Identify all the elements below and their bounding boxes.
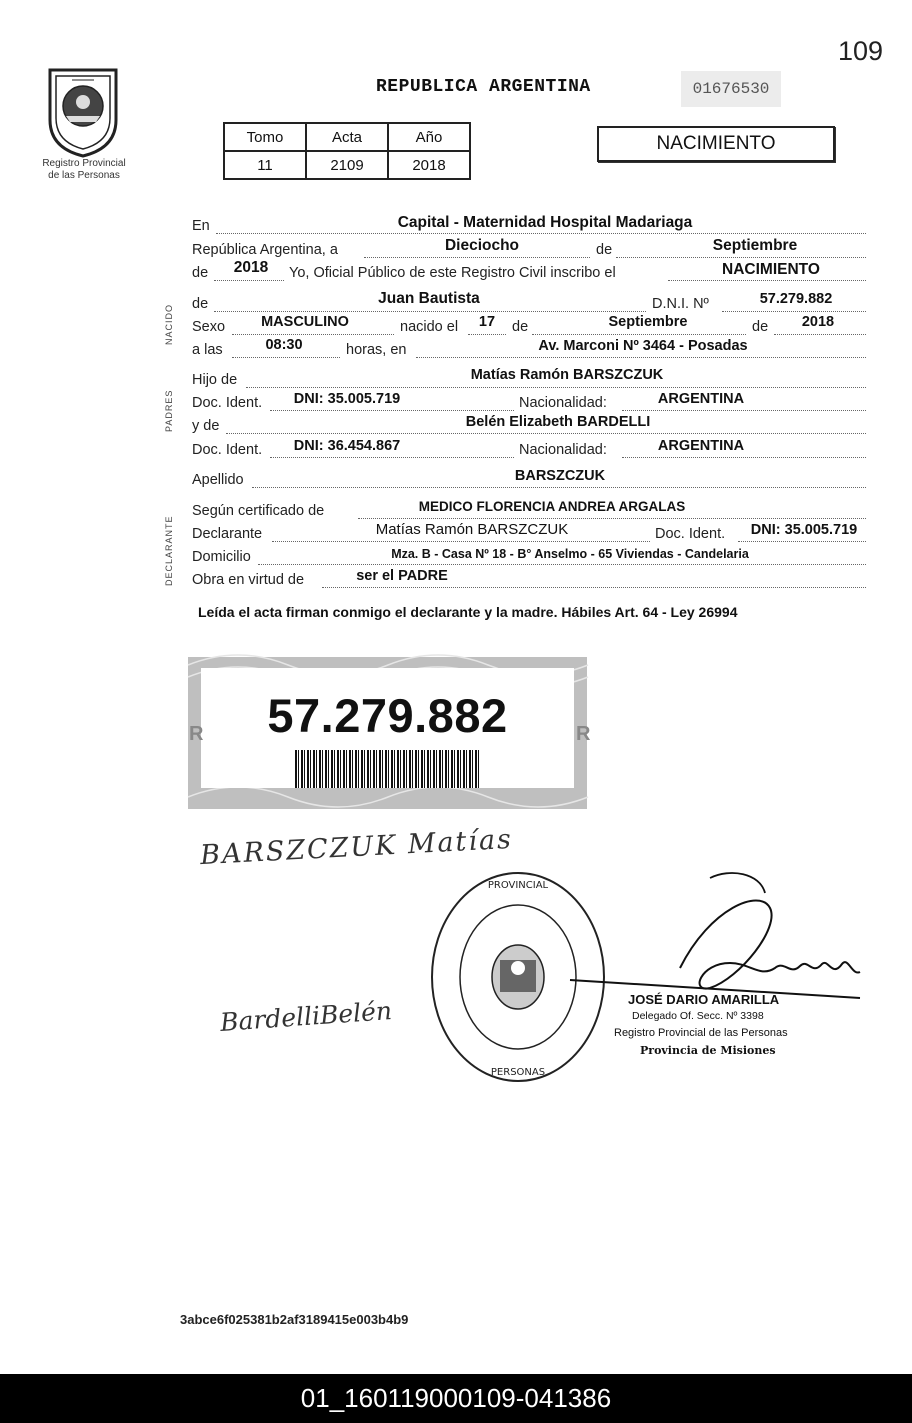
signature-note: Leída el acta firman conmigo el declarante y la madre. Hábiles Art. 64 - Ley 26994 xyxy=(198,604,738,620)
label-segun-certificado: Según certificado de xyxy=(192,503,325,519)
side-label-declarante: DECLARANTE xyxy=(164,515,174,586)
dni-sticker: 57.279.882 R R xyxy=(188,657,587,809)
label-en: En xyxy=(192,218,210,234)
registry-value-anio: 2018 xyxy=(388,151,470,179)
country-title: REPUBLICA ARGENTINA xyxy=(376,77,591,97)
svg-text:PROVINCIAL: PROVINCIAL xyxy=(487,880,549,891)
value-birth-year: 2018 xyxy=(801,314,835,330)
svg-text:PERSONAS: PERSONAS xyxy=(490,1067,546,1078)
value-sex: MASCULINO xyxy=(261,314,349,330)
dotted-line xyxy=(722,311,866,312)
label-doc-ident: Doc. Ident. xyxy=(655,526,726,542)
official-role: Delegado Of. Secc. Nº 3398 xyxy=(632,1010,764,1022)
dotted-line xyxy=(232,357,340,358)
dotted-line xyxy=(226,433,866,434)
barcode xyxy=(295,750,481,788)
dotted-line xyxy=(214,280,284,281)
value-mother: Belén Elizabeth BARDELLI xyxy=(465,414,651,430)
side-label-nacido: NACIDO xyxy=(164,303,174,345)
registry-value-acta: 2109 xyxy=(306,151,388,179)
registry-header-acta: Acta xyxy=(306,123,388,151)
label-nacido-el: nacido el xyxy=(400,319,459,335)
dotted-line xyxy=(616,257,866,258)
dotted-line xyxy=(270,410,514,411)
registry-header-tomo: Tomo xyxy=(224,123,306,151)
value-day-words: Dieciocho xyxy=(444,237,520,254)
label-nacionalidad: Nacionalidad: xyxy=(519,395,607,411)
value-mother-doc: DNI: 36.454.867 xyxy=(293,438,401,454)
label-de: de xyxy=(512,319,529,335)
label-doc-ident: Doc. Ident. xyxy=(192,395,263,411)
dotted-line xyxy=(668,280,866,281)
dotted-line xyxy=(322,587,866,588)
label-hijo-de: Hijo de xyxy=(192,372,238,388)
logo-caption-line2: de las Personas xyxy=(48,170,120,181)
label-republica: República Argentina, a xyxy=(192,242,338,258)
label-y-de: y de xyxy=(192,418,220,434)
sticker-dni-number: 57.279.882 xyxy=(267,689,508,742)
dotted-line xyxy=(258,564,866,565)
dotted-line xyxy=(774,334,866,335)
value-dni: 57.279.882 xyxy=(759,291,833,307)
sticker-inner xyxy=(201,668,574,788)
label-de: de xyxy=(752,319,769,335)
official-province: Provincia de Misiones xyxy=(640,1044,776,1057)
dotted-line xyxy=(252,487,866,488)
dotted-line xyxy=(214,311,646,312)
label-obra-en-virtud: Obra en virtud de xyxy=(192,572,305,588)
value-birth-day: 17 xyxy=(478,314,496,330)
value-father: Matías Ramón BARSZCZUK xyxy=(470,367,664,383)
dotted-line xyxy=(622,457,866,458)
label-nacionalidad: Nacionalidad: xyxy=(519,442,607,458)
label-apellido: Apellido xyxy=(192,472,244,488)
value-month: Septiembre xyxy=(712,237,798,254)
dotted-line xyxy=(468,334,506,335)
act-type-box: NACIMIENTO xyxy=(597,126,835,162)
father-handwritten-signature: BARSZCZUK Matías xyxy=(199,823,514,872)
registry-table xyxy=(223,122,471,180)
label-de: de xyxy=(192,265,209,281)
value-act: NACIMIENTO xyxy=(722,261,820,278)
dotted-line xyxy=(270,457,514,458)
value-father-doc: DNI: 35.005.719 xyxy=(293,391,401,407)
page-number: 109 xyxy=(838,36,884,66)
document-hash: 3abce6f025381b2af3189415e003b4b9 xyxy=(180,1312,409,1327)
dotted-line xyxy=(738,541,866,542)
registry-header-row xyxy=(224,123,470,151)
label-dni: D.N.I. Nº xyxy=(652,296,709,312)
label-declarante: Declarante xyxy=(192,526,263,542)
value-capacity: ser el PADRE xyxy=(356,568,448,584)
label-sexo: Sexo xyxy=(192,319,226,335)
label-a-las: a las xyxy=(192,342,223,358)
logo-caption-line1: Registro Provincial xyxy=(42,158,126,169)
dotted-line xyxy=(532,334,746,335)
value-declarant: Matías Ramón BARSZCZUK xyxy=(375,521,569,538)
value-address: Mza. B - Casa Nº 18 - B° Anselmo - 65 Viviendas - Candelaria xyxy=(391,547,749,561)
dotted-line xyxy=(232,334,394,335)
side-label-padres: PADRES xyxy=(164,389,174,432)
dotted-line xyxy=(416,357,866,358)
registry-value-row xyxy=(224,151,470,179)
dotted-line xyxy=(622,410,866,411)
value-place: Capital - Maternidad Hospital Madariaga xyxy=(397,214,693,231)
value-declarant-doc: DNI: 35.005.719 xyxy=(750,522,858,538)
dotted-line xyxy=(216,233,866,234)
registry-value-tomo: 11 xyxy=(224,151,306,179)
value-time: 08:30 xyxy=(265,337,303,353)
value-father-nationality: ARGENTINA xyxy=(657,391,745,407)
label-domicilio: Domicilio xyxy=(192,549,251,565)
label-horas-en: horas, en xyxy=(346,342,407,358)
label-de: de xyxy=(192,296,209,312)
value-birth-month: Septiembre xyxy=(608,314,688,330)
dotted-line xyxy=(272,541,650,542)
registry-header-anio: Año xyxy=(388,123,470,151)
value-certificate: MEDICO FLORENCIA ANDREA ARGALAS xyxy=(418,499,686,514)
dotted-line xyxy=(358,518,866,519)
dotted-line xyxy=(364,257,590,258)
footer-id-bar: 01_160119000109-041386 xyxy=(0,1374,912,1423)
value-surname: BARSZCZUK xyxy=(514,468,606,484)
serial-number: 01676530 xyxy=(681,71,781,107)
value-birth-place: Av. Marconi Nº 3464 - Posadas xyxy=(538,338,748,354)
value-name: Juan Bautista xyxy=(378,290,480,307)
label-de: de xyxy=(596,242,613,258)
value-year: 2018 xyxy=(233,259,269,276)
dotted-line xyxy=(246,387,866,388)
mother-signature: BardelliBelén xyxy=(219,996,393,1037)
label-yo-oficial: Yo, Oficial Público de este Registro Civil inscribo el xyxy=(289,265,616,281)
logo-caption xyxy=(28,158,140,182)
official-org: Registro Provincial de las Personas xyxy=(614,1027,788,1039)
value-mother-nationality: ARGENTINA xyxy=(657,438,745,454)
label-doc-ident: Doc. Ident. xyxy=(192,442,263,458)
official-name: JOSÉ DARIO AMARILLA xyxy=(628,992,780,1007)
provincial-coat-of-arms-logo xyxy=(44,62,122,158)
